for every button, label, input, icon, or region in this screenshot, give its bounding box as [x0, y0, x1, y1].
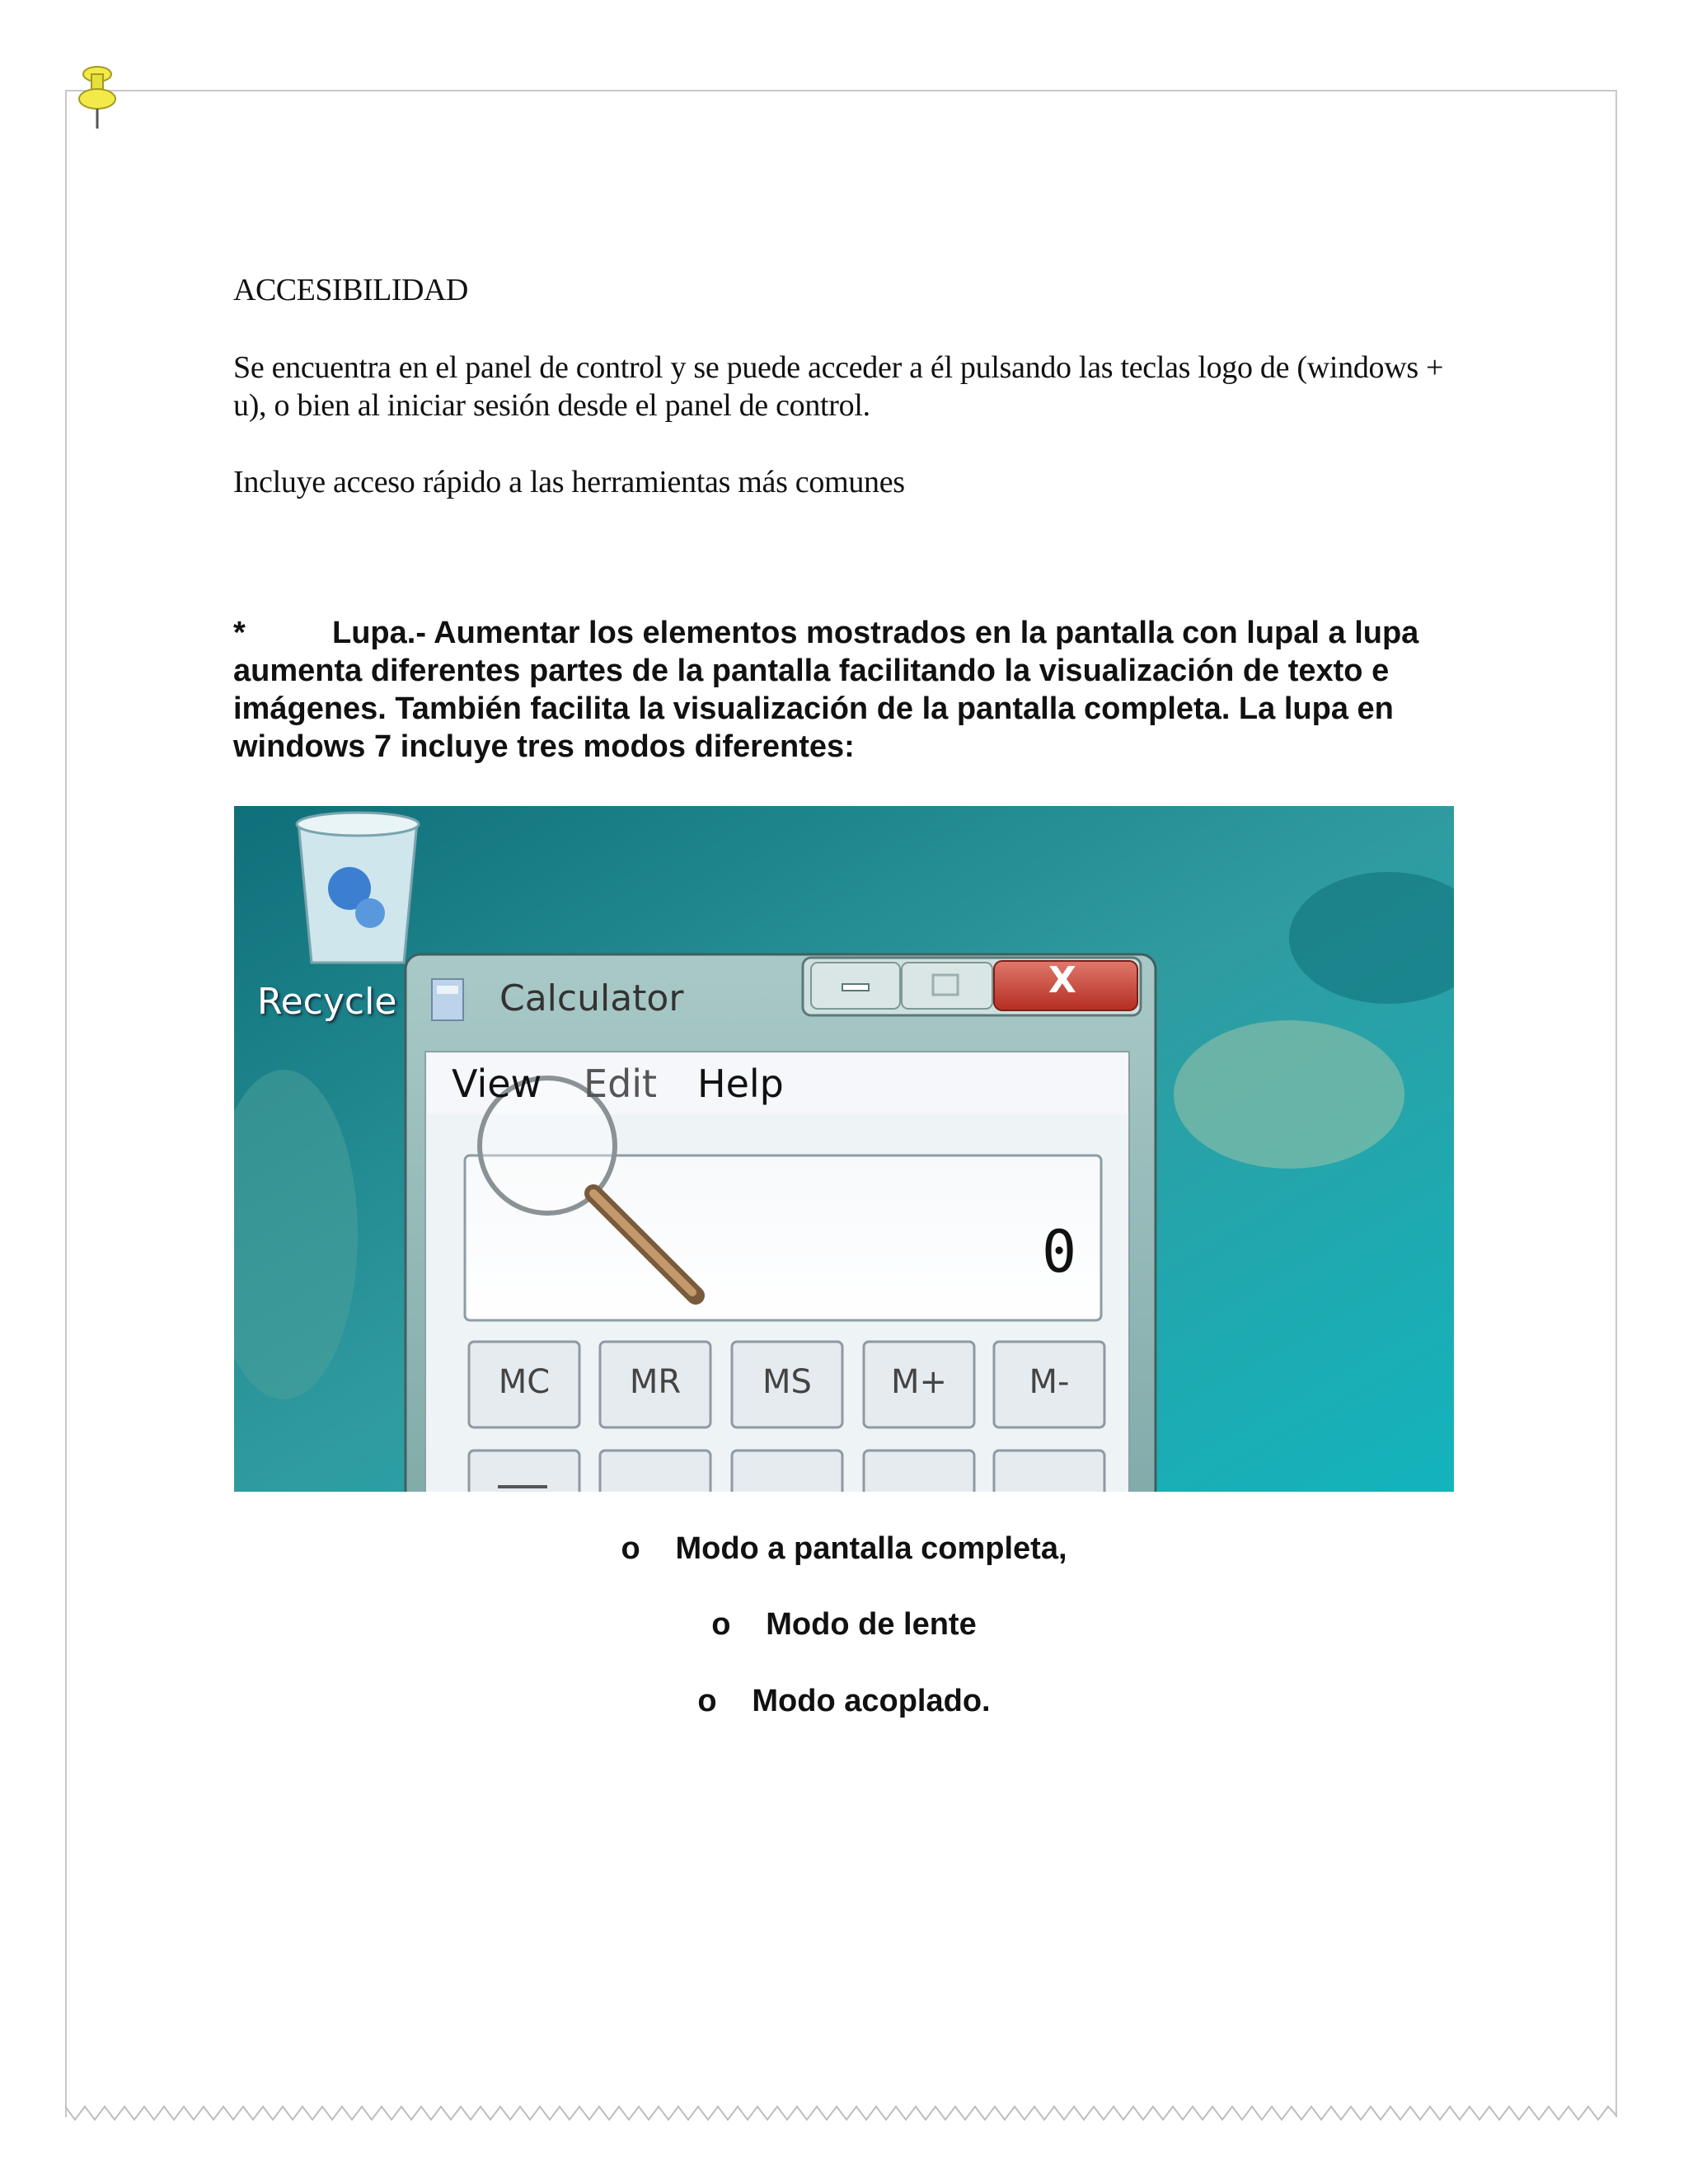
- key-ce[interactable]: [600, 1451, 710, 1492]
- calculator-title: Calculator: [499, 977, 684, 1019]
- key-c[interactable]: [732, 1451, 842, 1492]
- document-title: ACCESIBILIDAD: [233, 273, 468, 307]
- tools-paragraph: Incluye acceso rápido a las herramientas más comunes: [233, 465, 905, 499]
- maximize-button[interactable]: [902, 963, 992, 1009]
- key-ms-label: MS: [762, 1363, 812, 1401]
- bullet-text: Lupa.- Aumentar los elementos mostrados en la pantalla con lupal a lupa aumenta diferentes partes de la pantalla facilitando la visualización de texto e imágenes. También facilita la visualización de la pantalla completa. La lupa en windows 7 incluye tres modos diferentes:: [233, 616, 1419, 764]
- key-m-minus-label: M-: [1029, 1363, 1070, 1401]
- menu-view[interactable]: View: [452, 1062, 542, 1106]
- mode-item-fullscreen: [0, 1531, 1688, 1567]
- intro-paragraph: Se encuentra en el panel de control y se puede acceder a él pulsando las teclas logo de (windows + u), o bien al iniciar sesión desde el panel de control.: [233, 350, 1444, 423]
- mode-item-docked: [0, 1684, 1688, 1719]
- mode-item-lens: [0, 1607, 1688, 1643]
- mode-label: Modo a pantalla completa,: [675, 1531, 1067, 1566]
- mode-marker: o: [621, 1531, 640, 1566]
- mode-label: Modo acoplado.: [752, 1684, 991, 1718]
- key-mc-label: MC: [498, 1363, 551, 1401]
- close-x-glyph: X: [1048, 959, 1076, 1001]
- key-sqrt[interactable]: [994, 1451, 1104, 1492]
- screenshot-art: [234, 806, 1454, 1492]
- menu-edit[interactable]: Edit: [584, 1062, 658, 1106]
- recycle-bin-label: Recycle: [257, 981, 397, 1023]
- key-plus-minus[interactable]: [864, 1451, 974, 1492]
- display-value: 0: [1042, 1218, 1077, 1286]
- magnifier-bullet: [233, 614, 1470, 766]
- mode-label: Modo de lente: [766, 1607, 977, 1642]
- pushpin-icon: [74, 64, 122, 132]
- mode-marker: o: [697, 1684, 717, 1718]
- mode-marker: o: [711, 1607, 731, 1642]
- recycle-bin-icon[interactable]: [297, 813, 419, 963]
- key-mr-label: MR: [629, 1363, 682, 1401]
- calculator-screenshot: [234, 806, 1454, 1492]
- key-m-plus-label: M+: [890, 1363, 948, 1401]
- menu-help[interactable]: Help: [697, 1062, 784, 1106]
- bullet-marker: *: [233, 616, 246, 650]
- torn-page-edge: [65, 2103, 1617, 2125]
